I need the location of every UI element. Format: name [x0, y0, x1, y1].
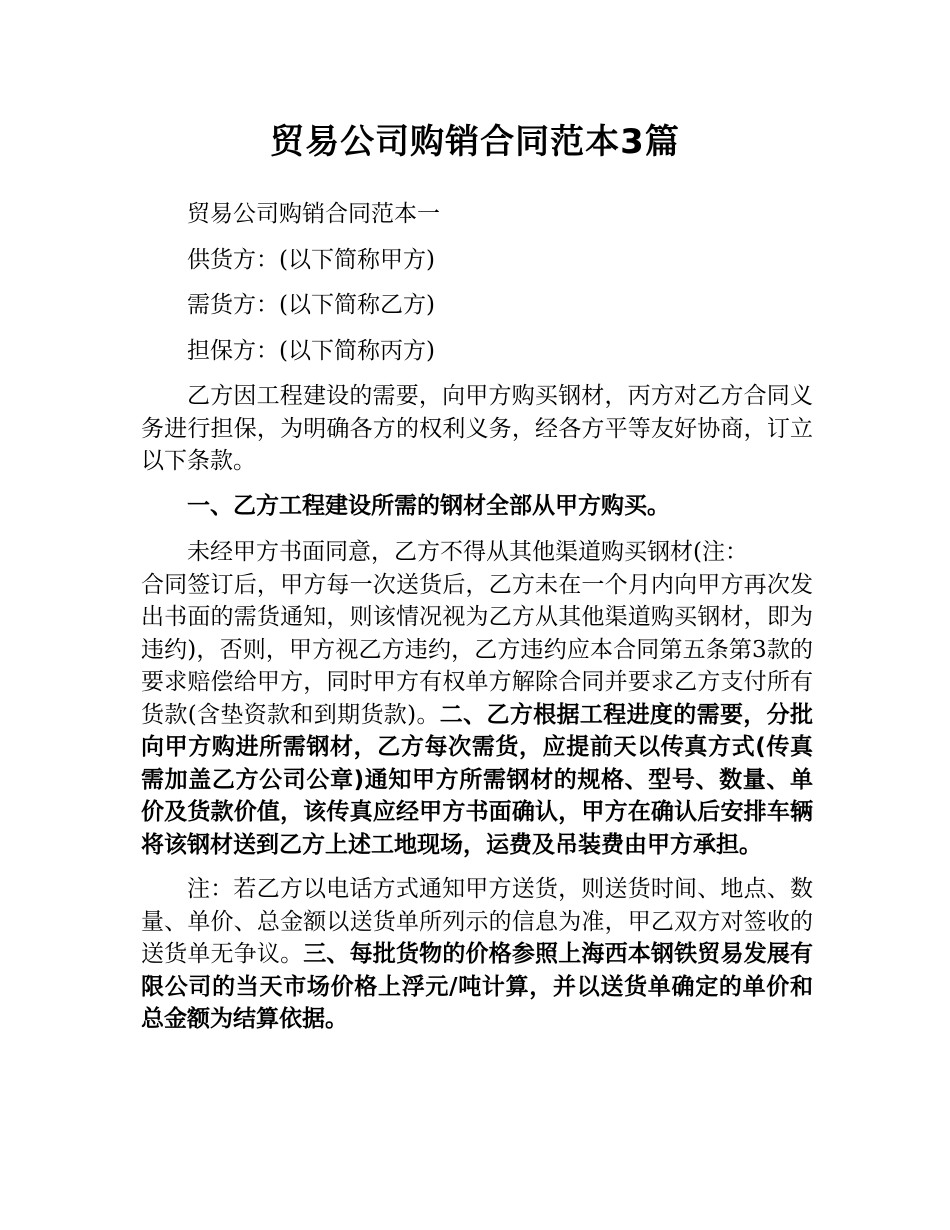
- clause-three-text: 三、每批货物的价格参照上海西本钢铁贸易发展有限公司的当天市场价格上浮元/吨计算，并以送货单确定的单价和总金额为结算依据。: [141, 941, 814, 1032]
- document-body: [141, 198, 813, 1048]
- clause-one-body: [141, 536, 813, 861]
- clause-one-text-a: 未经甲方书面同意，乙方不得从其他渠道购买钢材(注：: [187, 539, 748, 565]
- paragraph-guarantor: 担保方：(以下简称丙方): [187, 337, 435, 364]
- clause-one-heading: 一、乙方工程建设所需的钢材全部从甲方购买。: [187, 492, 670, 519]
- note-text: 注：若乙方以电话方式通知甲方送货，则送货时间、地点、数量、单价、总金额以送货单所列示的信息为准，甲乙双方对签收的送货单无争议。: [141, 876, 813, 967]
- paragraph-preamble: 乙方因工程建设的需要，向甲方购买钢材，丙方对乙方合同义务进行担保，为明确各方的权利义务，经各方平等友好协商，订立以下条款。: [141, 383, 813, 474]
- clause-two-text: 二、乙方根据工程进度的需要，分批向甲方购进所需钢材，乙方每次需货，应提前天以传真方式(传真需加盖乙方公司公章)通知甲方所需钢材的规格、型号、数量、单价及货款价值，该传真应经甲方书面确认，甲方在确认后安排车辆将该钢材送到乙方上述工地现场，运费及吊装费由甲方承担。: [141, 701, 813, 858]
- paragraph-buyer: 需货方：(以下简称乙方): [187, 292, 435, 318]
- note-paragraph: [141, 873, 813, 1036]
- clause-one-text-b: 合同签订后，甲方每一次送货后，乙方未在一个月内向甲方再次发出书面的需货通知，则该情况视为乙方从其他渠道购买钢材，即为违约)，否则，甲方视乙方违约，乙方违约应本合同第五条第3款的要求赔偿给甲方，同时甲方有权单方解除合同并要求乙方支付所有货款(含垫资款和到期货款)。: [141, 571, 813, 728]
- paragraph-supplier: 供货方：(以下简称甲方): [187, 246, 435, 273]
- document-title: 贸易公司购销合同范本3篇: [270, 122, 680, 162]
- paragraph-contract-heading: 贸易公司购销合同范本一: [187, 201, 440, 227]
